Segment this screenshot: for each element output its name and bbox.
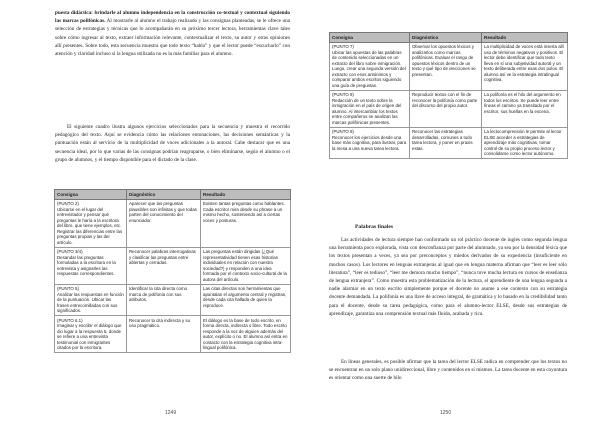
table-row — [55, 284, 291, 316]
table-row — [55, 247, 291, 284]
page-number-right: 1250 — [440, 410, 452, 416]
point-label: (PUNTO 3/4) — [57, 249, 83, 254]
table-row — [330, 42, 568, 90]
second-paragraph: El siguiente cuadro ilustra algunos ejercicios seleccionados para la secuencia y muestra el recorrido pedagógico del texto. Aquí se evidencia cómo las relaciones entonaciones, las decisiones semánticas y la puntuación están al servicio de la multiplicidad de voces adicionales a la autoral. Cabe destacar que es una secuencia ideal, por lo que varias de las consignas podrían reagruparse, o bien eliminarse, según el alumno o el grupo de alumnos, y el tiempo disponible para el dictado de la clase. — [55, 124, 290, 163]
right-page — [300, 0, 600, 424]
diagnostico-cell: Reconocer las estrategias desarrolladas, comunes a todo tarea lectora, y poner en praxis estas. — [410, 127, 482, 159]
page-number-left: 1249 — [165, 410, 177, 416]
resultado-cell: El diálogo es la base de todo escrito, en forma directa, indirecta o libre. Todo escrito responde a la voz de alguien además del autor, explícito o no. El alumno así entra en contacto con la estrategia cognitiva intra-lingual polifónica. — [201, 316, 291, 353]
consigna-cell — [330, 42, 410, 90]
diagnostico-cell: Identificar la cita directa como marca de polifonía con sus atributos. — [127, 284, 201, 316]
resultado-cell: La lectocomprensión le permite al lector ELSE acceder a estrategias de aprendizaje más cognitivas, tomar control de su propio proceso lector y consolidarse como lector autónomo. — [482, 127, 568, 159]
consigna-text: Imaginar y escribir el diálogo que dio lugar a la respuesta 5, donde se refiere a una entrevista testimonial con inmigrantes citados por la escritora. — [57, 323, 122, 350]
consigna-cell — [330, 127, 410, 159]
header-diagnostico: Diagnóstico — [410, 33, 482, 43]
right-table — [329, 32, 568, 159]
resultado-cell: La polifonía es el hilo del argumento en todos los escritos. Se puede leer entre líneas el camino ya transitado por el escritor, sus huellas en la escena. — [482, 90, 568, 127]
diagnostico-cell: Reconocer la cita indirecta y su uso pragmático. — [127, 316, 201, 353]
point-label: (PUNTO 5) — [57, 286, 79, 291]
header-consigna: Consigna — [330, 33, 410, 43]
diagnostico-cell: Reconocer palabras interrogativas y clasificar las preguntas entre abiertas y cerradas. — [127, 247, 201, 284]
final-paragraph-2: En líneas generales, es posible afirmar que la tarea del lector ELSE radica en comprender que los textos no se encuentran en un solo plano unidireccional, libre y contenidos en sí mismos. La tarea docente en esta coyuntura es orientar como una suerte de hilo — [329, 359, 567, 382]
point-label: (PUNTO 2) — [57, 201, 79, 206]
point-label: (PUNTO 8) — [332, 92, 354, 97]
consigna-text: Desandar las preguntas formuladas a la escritora en la entrevista y asignarles las respuestas correspondientes. — [57, 254, 116, 276]
final-paragraph: Las actividades de lectura siempre han conformado un rol práctico docente de inglés como segunda lengua una herramienta poco explorada, vista con desconfianza por parte del alumnado, ya sea por la densidad léxica que los textos presentan a veces, ya sea por preconceptos y miedos derivados de su experiencia (insuficiente en muchos casos). Los lectores en lenguas extranjeras al igual que en lengua materna afirman que “leer es leer sólo literatura”, “leer es tedioso”, “leer me demora mucho tiempo”, “nunca tuve mucha lectura en cursos de enseñanza de lengua extranjera”. Como muestra esta problematización de la lectura, el aprendiente de una lengua segunda a nadie alarmar en un texto escrito simplemente porque el docente no asume a ese contexto con su estrategia docente demandada. La polifonía es una llave de acceso integral, de gramática y lo basado en la credibilidad tanto para el docente, desde su tarea pedagógica, como para el alumno-lector ELSE, desde sus estrategias de aprendizaje, garantiza una comprensión textual más fluida, acabada y rica. — [329, 237, 567, 317]
table-row — [55, 199, 291, 247]
diagnostico-cell: Reproducir textos con el fin de reconocer la polifonía como parte del discurso del propio autor. — [410, 90, 482, 127]
consigna-cell — [55, 316, 127, 353]
resultado-cell: Existen tantas preguntas como hablantes. Cada escritor mira desde su phrase a un mismo hecho, sosteniendo así a ciertas voces y posturas. — [201, 199, 291, 247]
intro-text: Al mostrarle al alumno el trabajo realizado y las consignas planteadas, se le ofrece una selección de estrategias y técnicas que lo acompañarán en su próximo tercer lectora, herramientas clave tales sobre cómo ingresar al texto, extraer información relevante, contextualizar el texto, su autor y otras opiniones allí presentes. Sobre todo, esta secuencia muestra que todo texto “habla” y que el lector puede “escucharlo” con atención y claridad incluso si la lengua utilizada no es la más familiar para el alumno. — [55, 18, 290, 58]
point-label: (PUNTO 6.1) — [57, 317, 83, 323]
intro-paragraph — [55, 9, 290, 58]
point-label: (PUNTO 7) — [332, 44, 354, 49]
table-header-row — [55, 190, 291, 200]
header-resultado: Resultado — [201, 190, 291, 200]
consigna-cell — [330, 90, 410, 127]
diagnostico-cell: Aparecer que las preguntas plausibles son infinitas y que todas parten del conocimiento del enunciador. — [127, 199, 201, 247]
consigna-text: Ubicar las opuestas de las palabras de contenido seleccionadas en un extracto del libro sobre inmigración. Luego, crear una segunda versión del extracto con esos antónimos y comparar ambos escritos siguiendo una guía de preguntas. — [332, 49, 406, 88]
resultado-cell: Las preguntas están dirigidas (¿Qué representatividad tienen esas historias individuales en relación con nuestra sociedad?) y responden a una idea formada por el contexto socio-cultural de la autora del artículo. — [201, 247, 291, 284]
consigna-cell — [55, 199, 127, 247]
table-header-row — [330, 33, 568, 43]
header-consigna: Consigna — [55, 190, 127, 200]
header-diagnostico: Diagnóstico — [127, 190, 201, 200]
resultado-cell: Las citas directas son herramientas que apuntalan el argumento central y registran, desde cada cita hallada de quien la reproduce. — [201, 284, 291, 316]
section-heading: Palabras finales — [355, 224, 394, 230]
resultado-cell: La multiplicidad de voces está inserta allí uso de términos negativos y positivos. El lector debe identificar que todo texto lleva en sí una subjetividad autoral y un texto deliberada entre esas dos polos. El alumno así ve la estrategia intralingual cognitiva. — [482, 42, 568, 90]
header-resultado: Resultado — [482, 33, 568, 43]
consigna-text: Analizar las respuestas en función de la puntuación. Ubicar las frases entrecomilladas con sus significados. — [57, 291, 124, 313]
consigna-text: Redacción de un texto sobre la inmigración en el país de origen del alumno. Al intercambiar los textos entre compañeros se analizan las marcas polifónicas presentes. — [332, 97, 402, 125]
consigna-cell — [55, 247, 127, 284]
table-row — [55, 316, 291, 353]
table-row — [330, 127, 568, 159]
table-row — [330, 90, 568, 127]
left-table — [54, 189, 291, 353]
point-label: (PUNTO 9) — [332, 129, 354, 134]
consigna-cell — [55, 284, 127, 316]
consigna-text: Ubicarse en el lugar del entrevistador y pensar qué preguntas le haría a la escritora del libro, que tiene ejemplos, etc. Registrar las diferencias entre las preguntas propias y las del artículo. — [57, 206, 123, 245]
intro-bold-text: puesta didáctica: brindarle al alumno independencia en la construcción co-textual y contextual siguiendo las marcas polifónicas. — [55, 10, 290, 25]
consigna-text: Reconocer los ejercicios desde una base más cognitiva, para ilustrar, para la mesa a una nueva tarea lectora. — [332, 134, 407, 151]
diagnostico-cell: Observar los opuestos léxicos y analizarlos como marcas polifónicas. Evaluar el rango de opuestos léxicos dentro de un texto y qué tipo de elecciones se presentan. — [410, 42, 482, 90]
